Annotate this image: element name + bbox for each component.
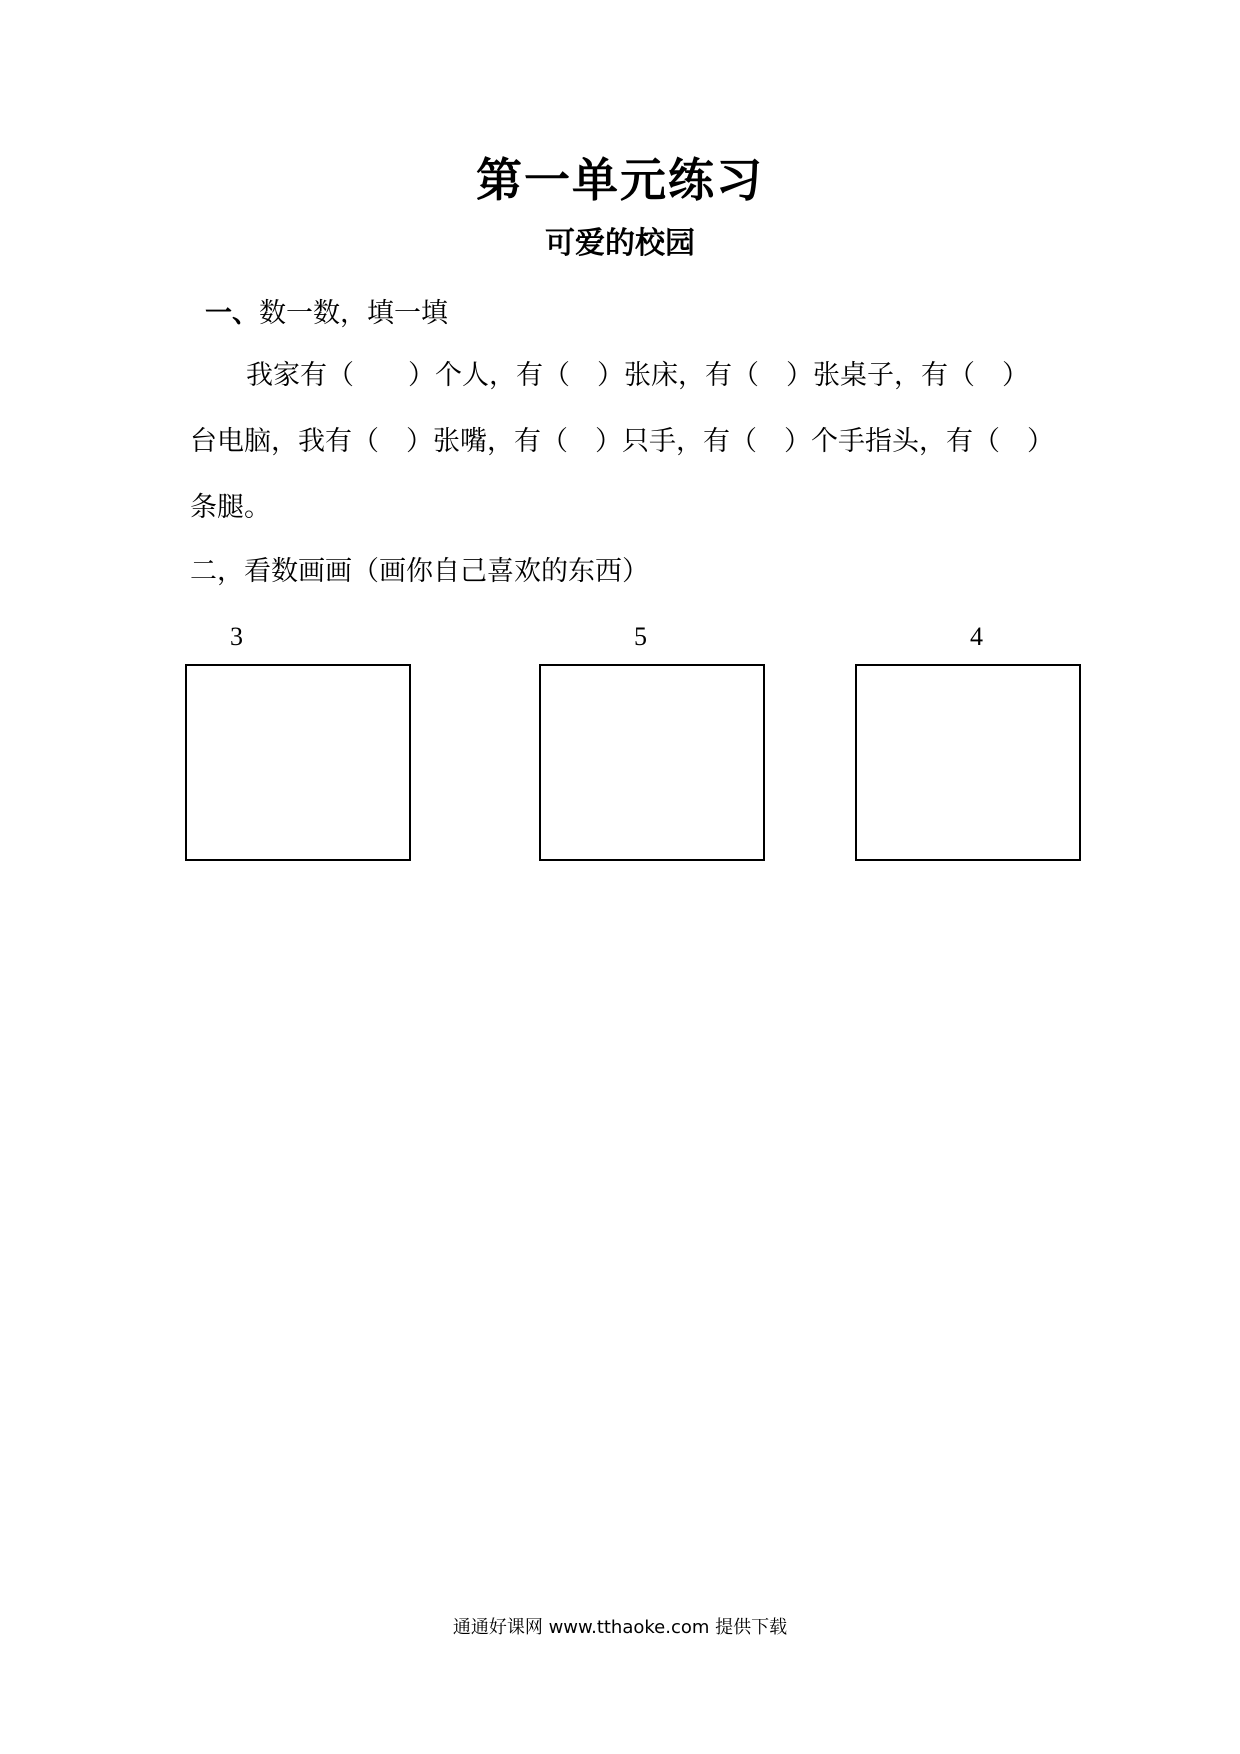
drawing-box-label: 3 — [230, 622, 243, 651]
drawing-box[interactable] — [185, 664, 411, 861]
drawing-box[interactable] — [855, 664, 1081, 861]
section1-title: 数一数，填一填 — [259, 298, 448, 329]
section1-line-2: 台电脑，我有（ ）张嘴，有（ ）只手，有（ ）个手指头，有（ ） — [190, 426, 1054, 457]
section1-line-1: 我家有（ ）个人，有（ ）张床，有（ ）张桌子，有（ ） — [246, 360, 1029, 391]
drawing-box[interactable] — [539, 664, 765, 861]
section1-heading — [205, 296, 448, 332]
page-footer: 通通好课网 www.tthaoke.com 提供下载 — [452, 1617, 788, 1638]
section2-heading: 二，看数画画（画你自己喜欢的东西） — [190, 556, 649, 587]
page-title: 第一单元练习 — [476, 153, 764, 207]
page-subtitle: 可爱的校园 — [545, 226, 695, 261]
section1-line-3: 条腿。 — [190, 492, 271, 523]
drawing-box-label: 4 — [970, 622, 983, 651]
section1-number: 一、 — [205, 298, 259, 329]
drawing-box-label: 5 — [634, 622, 647, 651]
